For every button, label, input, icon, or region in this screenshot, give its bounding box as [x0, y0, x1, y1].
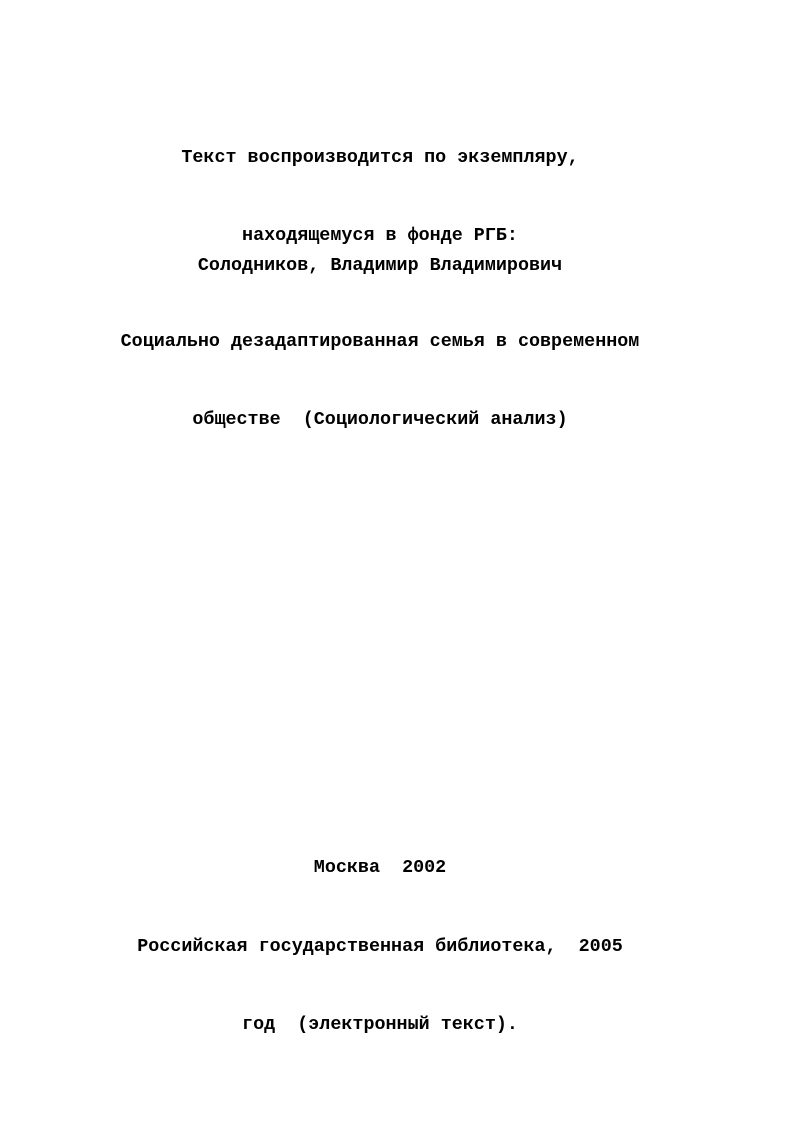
title-line-2: обществе (Социологический анализ): [192, 409, 568, 430]
place-year-line: Москва 2002: [313, 857, 447, 878]
publisher-line-1: Российская государственная библиотека, 2005: [137, 936, 623, 957]
publisher-line-2: год (электронный текст).: [242, 1014, 518, 1035]
source-note-line-2: находящемуся в фонде РГБ:: [242, 225, 518, 246]
author-line: Солодников, Владимир Владимирович: [197, 255, 563, 276]
title-line-1: Социально дезадаптированная семья в современном: [120, 331, 640, 352]
source-note-line-1: Текст воспроизводится по экземпляру,: [181, 147, 579, 168]
document-title: [0, 277, 760, 485]
publisher-note: [0, 882, 760, 1090]
